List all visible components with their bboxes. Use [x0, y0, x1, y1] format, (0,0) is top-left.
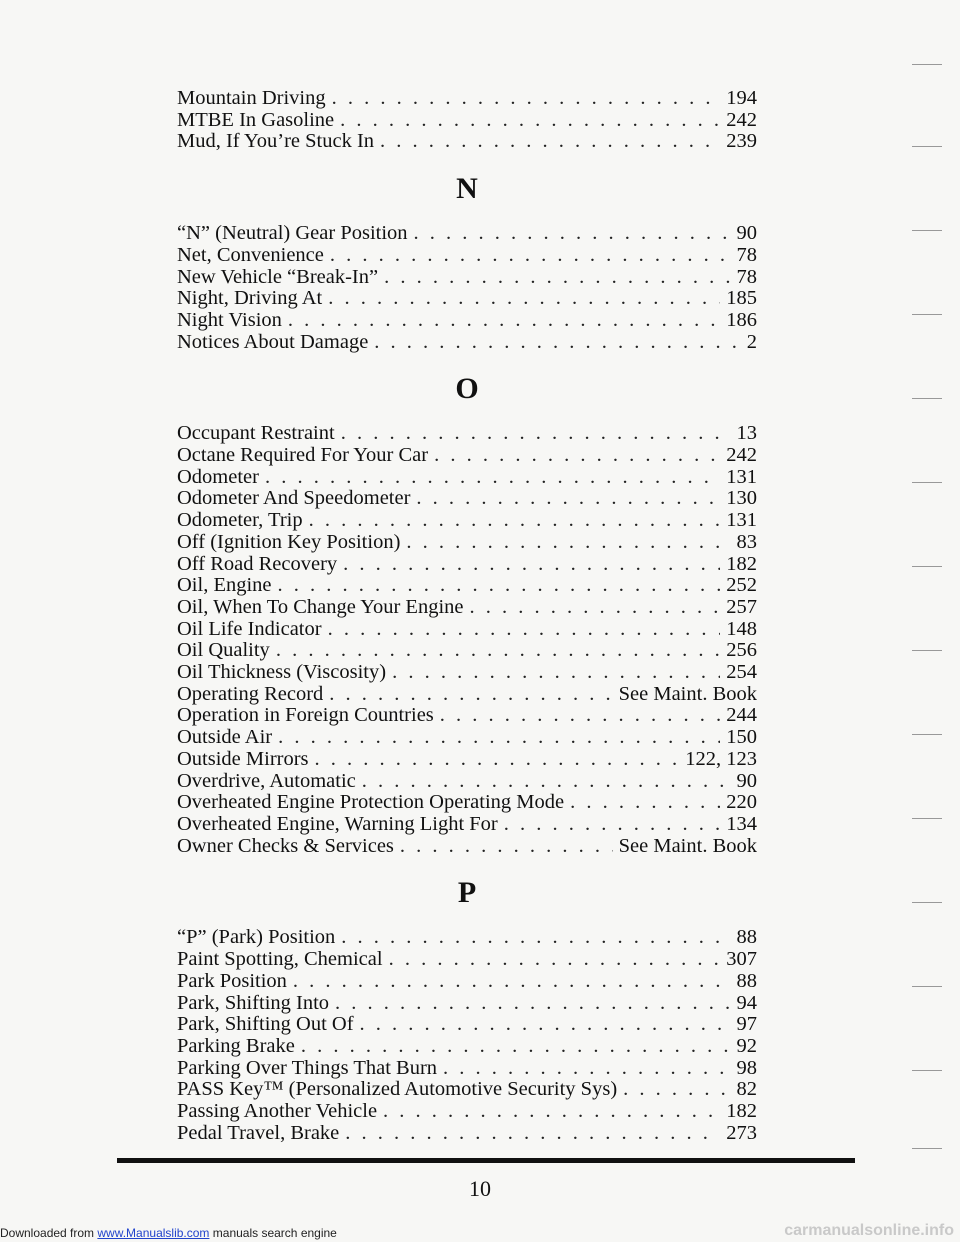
- entry-page: 242: [726, 444, 757, 467]
- index-entry: [177, 792, 757, 814]
- dot-leader: [328, 619, 721, 641]
- entry-label: Oil Life Indicator: [177, 617, 322, 640]
- dot-leader: [345, 1123, 720, 1145]
- dot-leader: [414, 223, 731, 245]
- dot-leader: [329, 684, 612, 706]
- entry-page: 134: [726, 812, 757, 835]
- dot-leader: [301, 1036, 731, 1058]
- index-entry: [177, 727, 757, 749]
- margin-mark: [912, 734, 942, 735]
- dot-leader: [330, 245, 731, 267]
- dot-leader: [416, 488, 720, 510]
- index-entry: [177, 971, 757, 993]
- dot-leader: [341, 927, 730, 949]
- entry-label: “P” (Park) Position: [177, 926, 336, 949]
- entry-label: Oil Thickness (Viscosity): [177, 661, 387, 684]
- dot-leader: [332, 88, 721, 110]
- entry-label: Pedal Travel, Brake: [177, 1121, 340, 1144]
- section-letter: P: [457, 876, 477, 910]
- dot-leader: [374, 332, 740, 354]
- entry-page: 185: [726, 287, 757, 310]
- dot-leader: [309, 510, 721, 532]
- entry-label: Off (Ignition Key Position): [177, 530, 401, 553]
- dot-leader: [265, 467, 720, 489]
- entry-page: 88: [736, 926, 757, 949]
- entry-page: 2: [746, 330, 757, 353]
- index-entry: [177, 1014, 757, 1036]
- entry-page: 186: [726, 308, 757, 331]
- entry-page: 83: [736, 530, 757, 553]
- index-section-m: [177, 88, 757, 153]
- margin-mark: [912, 64, 942, 65]
- entry-page: 131: [726, 509, 757, 532]
- entry-label: Oil Quality: [177, 639, 270, 662]
- index-entry: [177, 684, 757, 706]
- dot-leader: [392, 662, 720, 684]
- entry-page: See Maint. Book: [618, 834, 757, 857]
- entry-page: 130: [726, 487, 757, 510]
- margin-marks: [900, 60, 960, 1160]
- entry-label: MTBE In Gasoline: [177, 108, 335, 131]
- entry-label: Outside Mirrors: [177, 747, 309, 770]
- index-entry: [177, 1058, 757, 1080]
- index-entry: [177, 510, 757, 532]
- entry-label: Outside Air: [177, 726, 273, 749]
- entry-page: 150: [726, 726, 757, 749]
- entry-page: 94: [736, 991, 757, 1014]
- entry-page: 13: [736, 422, 757, 445]
- watermark-suffix: manuals search engine: [209, 1226, 337, 1240]
- index-entry: [177, 445, 757, 467]
- entry-label: Mud, If You’re Stuck In: [177, 130, 375, 153]
- entry-page: 220: [726, 791, 757, 814]
- entry-page: 257: [726, 595, 757, 618]
- entry-page: 182: [726, 1100, 757, 1123]
- entry-label: Occupant Restraint: [177, 422, 335, 445]
- entry-label: New Vehicle “Break-In”: [177, 265, 379, 288]
- download-watermark: [0, 1226, 337, 1240]
- site-watermark: carmanualsonline.info: [784, 1222, 954, 1239]
- entry-page: 244: [726, 704, 757, 727]
- index-entry: [177, 131, 757, 153]
- index-entry: [177, 332, 757, 354]
- entry-page: 90: [736, 769, 757, 792]
- margin-mark: [912, 566, 942, 567]
- margin-mark: [912, 482, 942, 483]
- entry-page: 182: [726, 552, 757, 575]
- entry-label: Park, Shifting Out Of: [177, 1013, 354, 1036]
- entry-page: 252: [726, 574, 757, 597]
- watermark-prefix: Downloaded from: [0, 1226, 98, 1240]
- entry-page: 273: [726, 1121, 757, 1144]
- index-entry: [177, 467, 757, 489]
- index-entry: [177, 927, 757, 949]
- index-entry: [177, 705, 757, 727]
- index-entry: [177, 423, 757, 445]
- index-entry: [177, 1123, 757, 1145]
- entry-label: Passing Another Vehicle: [177, 1100, 378, 1123]
- index-section-p: [177, 878, 757, 1144]
- entry-label: Off Road Recovery: [177, 552, 338, 575]
- entry-label: Operating Record: [177, 682, 324, 705]
- index-entry: [177, 771, 757, 793]
- margin-mark: [912, 230, 942, 231]
- entry-page: See Maint. Book: [618, 682, 757, 705]
- index-entry: [177, 532, 757, 554]
- index-entry: [177, 245, 757, 267]
- index-entry: [177, 288, 757, 310]
- entry-label: Overdrive, Automatic: [177, 769, 356, 792]
- index-entry: [177, 597, 757, 619]
- index-entry: [177, 488, 757, 510]
- entry-label: Oil, Engine: [177, 574, 272, 597]
- dot-leader: [276, 640, 720, 662]
- index-entry: [177, 749, 757, 771]
- dot-leader: [362, 771, 731, 793]
- dot-leader: [440, 705, 720, 727]
- entry-page: 242: [726, 108, 757, 131]
- entry-label: Notices About Damage: [177, 330, 369, 353]
- margin-mark: [912, 398, 942, 399]
- entry-label: Odometer: [177, 465, 259, 488]
- entry-page: 307: [726, 948, 757, 971]
- entry-label: Park Position: [177, 969, 287, 992]
- entry-label: Park, Shifting Into: [177, 991, 330, 1014]
- margin-mark: [912, 818, 942, 819]
- section-letter: N: [456, 172, 478, 206]
- dot-leader: [278, 727, 720, 749]
- dot-leader: [341, 423, 731, 445]
- index-entry: [177, 836, 757, 858]
- margin-mark: [912, 902, 942, 903]
- dot-leader: [389, 949, 721, 971]
- index-entry: [177, 575, 757, 597]
- entry-label: Odometer, Trip: [177, 509, 303, 532]
- entry-page: 88: [736, 969, 757, 992]
- index-entry: [177, 310, 757, 332]
- margin-mark: [912, 650, 942, 651]
- entry-label: “N” (Neutral) Gear Position: [177, 222, 408, 245]
- margin-mark: [912, 1148, 942, 1149]
- entry-page: 98: [736, 1056, 757, 1079]
- entry-page: 131: [726, 465, 757, 488]
- dot-leader: [335, 993, 730, 1015]
- dot-leader: [406, 532, 730, 554]
- entry-label: Parking Brake: [177, 1034, 295, 1057]
- dot-leader: [383, 1101, 720, 1123]
- dot-leader: [288, 310, 720, 332]
- dot-leader: [623, 1079, 730, 1101]
- entry-page: 78: [736, 265, 757, 288]
- index-entry: [177, 640, 757, 662]
- index-entry: [177, 662, 757, 684]
- index-entry: [177, 88, 757, 110]
- entry-label: Night, Driving At: [177, 287, 323, 310]
- entry-page: 97: [736, 1013, 757, 1036]
- watermark-link[interactable]: www.Manualslib.com: [97, 1226, 210, 1240]
- index-list: [177, 88, 757, 1144]
- entry-page: 148: [726, 617, 757, 640]
- entry-label: Parking Over Things That Burn: [177, 1056, 438, 1079]
- entry-label: Net, Convenience: [177, 243, 324, 266]
- page-number: 10: [469, 1176, 491, 1201]
- entry-label: Mountain Driving: [177, 87, 326, 109]
- dot-leader: [328, 288, 720, 310]
- entry-label: Night Vision: [177, 308, 282, 331]
- margin-mark: [912, 314, 942, 315]
- index-entry: [177, 223, 757, 245]
- margin-mark: [912, 146, 942, 147]
- entry-label: PASS Key™ (Personalized Automotive Security Sys): [177, 1078, 618, 1101]
- dot-leader: [278, 575, 721, 597]
- dot-leader: [340, 110, 720, 132]
- entry-page: 194: [726, 87, 757, 109]
- index-entry: [177, 949, 757, 971]
- dot-leader: [384, 267, 730, 289]
- dot-leader: [504, 814, 720, 836]
- entry-page: 256: [726, 639, 757, 662]
- entry-page: 122, 123: [685, 747, 757, 770]
- entry-label: Operation in Foreign Countries: [177, 704, 434, 727]
- index-entry: [177, 1036, 757, 1058]
- entry-page: 78: [736, 243, 757, 266]
- dot-leader: [470, 597, 721, 619]
- index-section-o: [177, 374, 757, 857]
- entry-page: 82: [736, 1078, 757, 1101]
- entry-label: Odometer And Speedometer: [177, 487, 411, 510]
- entry-label: Octane Required For Your Car: [177, 444, 429, 467]
- section-letter: O: [455, 372, 479, 406]
- index-entry: [177, 110, 757, 132]
- dot-leader: [315, 749, 680, 771]
- entry-page: 254: [726, 661, 757, 684]
- index-sections: [177, 174, 757, 1144]
- entry-label: Oil, When To Change Your Engine: [177, 595, 464, 618]
- index-section-n: [177, 174, 757, 353]
- dot-leader: [570, 792, 720, 814]
- entry-page: 90: [736, 222, 757, 245]
- margin-mark: [912, 1070, 942, 1071]
- index-entry: [177, 619, 757, 641]
- entry-page: 239: [726, 130, 757, 153]
- dot-leader: [434, 445, 720, 467]
- index-entry: [177, 554, 757, 576]
- index-entry: [177, 1079, 757, 1101]
- index-entry: [177, 1101, 757, 1123]
- entry-label: Paint Spotting, Chemical: [177, 948, 383, 971]
- index-entry: [177, 993, 757, 1015]
- dot-leader: [360, 1014, 731, 1036]
- footer-rule: [117, 1158, 855, 1163]
- entry-page: 92: [736, 1034, 757, 1057]
- margin-mark: [912, 986, 942, 987]
- index-entry: [177, 814, 757, 836]
- entry-label: Overheated Engine Protection Operating Mode: [177, 791, 565, 814]
- entry-label: Owner Checks & Services: [177, 834, 394, 857]
- dot-leader: [380, 131, 720, 153]
- entry-label: Overheated Engine, Warning Light For: [177, 812, 498, 835]
- dot-leader: [443, 1058, 730, 1080]
- index-entry: [177, 267, 757, 289]
- dot-leader: [293, 971, 731, 993]
- dot-leader: [343, 554, 720, 576]
- dot-leader: [400, 836, 613, 858]
